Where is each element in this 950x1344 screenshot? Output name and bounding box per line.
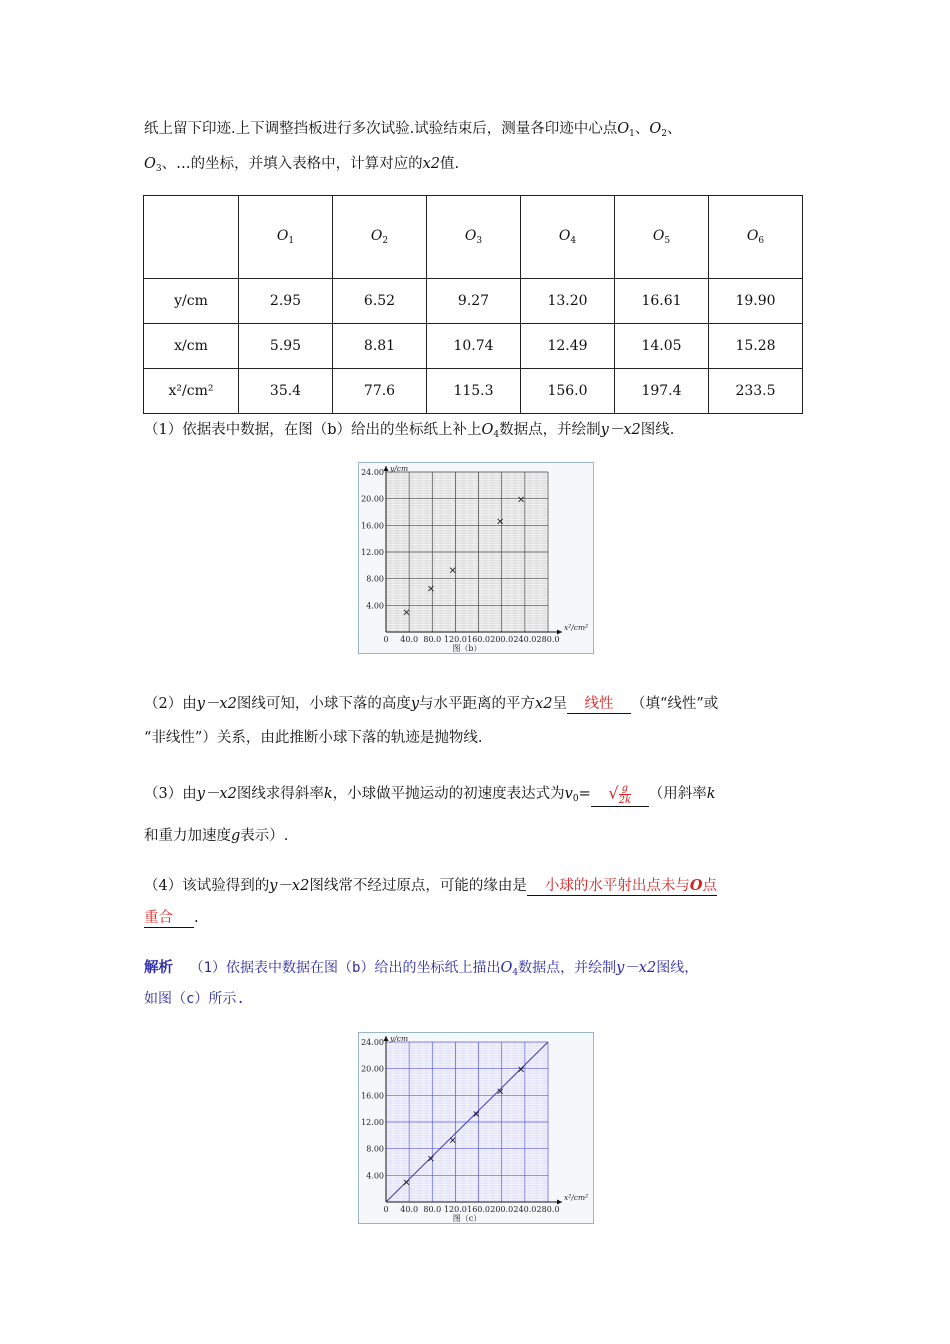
question-4-line-2: 重合 .: [144, 906, 199, 928]
analysis-label: 解析: [144, 960, 173, 976]
intro-line-1: 纸上留下印迹.上下调整挡板进行多次试验.试验结束后，测量各印迹中心点$O_1$、$O_2$、: [144, 121, 682, 139]
y-tick-label: 24.00: [361, 1038, 384, 1047]
x-tick-label: 80.0: [423, 1205, 442, 1214]
x-tick-label: 120.0: [443, 1205, 467, 1214]
question-3: （3）由y－x2图线求得斜率k，小球做平抛运动的初速度表达式为$v_0=$ √ $\frac{g}{2k}$ （用斜率k: [144, 782, 716, 806]
question-4: （4）该试验得到的y－x2图线常不经过原点，可能的缘由是 小球的水平射出点未与O点: [144, 874, 717, 896]
table-header-cell: $O_1$: [239, 196, 333, 279]
y-tick-label: 20.00: [361, 1064, 384, 1074]
table-cell: 16.61: [615, 279, 709, 324]
x-tick-label: 0: [383, 635, 389, 644]
chart-figure-b: [358, 462, 594, 654]
table-row: [144, 324, 803, 369]
table-row: [144, 369, 803, 414]
y-tick-label: 8.00: [366, 574, 384, 584]
answer-blank-2: 线性: [567, 692, 631, 714]
y-tick-label: 24.00: [361, 468, 384, 477]
x-tick-label: 160.0: [467, 1205, 491, 1214]
table-header-cell: $O_4$: [521, 196, 615, 279]
intro-line-2: $O_3$、…的坐标，并填入表格中，计算对应的x2值.: [144, 156, 460, 174]
table-header-row: [144, 196, 803, 279]
table-header-cell: $O_3$: [427, 196, 521, 279]
y-tick-label: 4.00: [366, 1171, 384, 1181]
table-header-cell: $O_6$: [709, 196, 803, 279]
x-tick-label: 240.0: [513, 1205, 537, 1214]
question-3-line-2: 和重力加速度g表示）.: [144, 828, 289, 844]
x-tick-label: 80.0: [423, 635, 442, 644]
chart-caption: 图（b）: [452, 644, 482, 653]
x-tick-label: 120.0: [443, 635, 467, 644]
y-tick-label: 16.00: [361, 1091, 384, 1101]
table-row-label: x²/cm²: [144, 369, 239, 414]
x-axis-label: x²/cm²: [564, 623, 589, 632]
question-2: （2）由y－x2图线可知，小球下落的高度y与水平距离的平方x2呈 线性 （填“线性”或: [144, 692, 718, 714]
y-axis-label: y/cm: [390, 464, 409, 473]
x-axis-label: x²/cm²: [564, 1193, 589, 1202]
table-cell: 35.4: [239, 369, 333, 414]
x-tick-label: 160.0: [467, 635, 491, 644]
table-header-cell: $O_2$: [333, 196, 427, 279]
x-tick-label: 200.0: [490, 1205, 514, 1214]
y-tick-label: 12.00: [361, 548, 384, 557]
x-tick-label: 40.0: [400, 635, 419, 644]
x-tick-label: 40.0: [400, 1205, 419, 1214]
y-tick-label: 12.00: [361, 1118, 384, 1127]
table-cell: 5.95: [239, 324, 333, 369]
table-cell: 15.28: [709, 324, 803, 369]
x-tick-label: 280.0: [536, 1205, 560, 1214]
y-tick-label: 8.00: [366, 1144, 384, 1154]
x-tick-label: 280.0: [536, 635, 560, 644]
y-tick-label: 16.00: [361, 521, 384, 531]
table-corner-cell: [144, 196, 239, 279]
table-row: [144, 279, 803, 324]
answer-blank-4: 小球的水平射出点未与O点: [527, 874, 717, 896]
table-cell: 77.6: [333, 369, 427, 414]
data-table: [143, 195, 803, 414]
table-cell: 2.95: [239, 279, 333, 324]
table-header-cell: $O_5$: [615, 196, 709, 279]
table-cell: 9.27: [427, 279, 521, 324]
x-tick-label: 0: [383, 1205, 389, 1214]
answer-blank-3: √ $\frac{g}{2k}$: [591, 783, 649, 807]
analysis-line-2: 如图（c）所示.: [144, 991, 245, 1007]
question-1: （1）依据表中数据，在图（b）给出的坐标纸上补上$O_4$数据点，并绘制y－x2图线.: [144, 422, 675, 440]
table-cell: 233.5: [709, 369, 803, 414]
table-cell: 19.90: [709, 279, 803, 324]
table-row-label: y/cm: [144, 279, 239, 324]
x-tick-label: 200.0: [490, 635, 514, 644]
chart-figure-c: [358, 1032, 594, 1224]
table-cell: 6.52: [333, 279, 427, 324]
answer-fraction: $\frac{g}{2k}$: [618, 782, 632, 806]
y-tick-label: 4.00: [366, 601, 384, 611]
y-tick-label: 20.00: [361, 494, 384, 504]
table-row-label: x/cm: [144, 324, 239, 369]
table-cell: 14.05: [615, 324, 709, 369]
chart-caption: 图（c）: [452, 1214, 482, 1223]
table-cell: 13.20: [521, 279, 615, 324]
x-tick-label: 240.0: [513, 635, 537, 644]
y-axis-label: y/cm: [390, 1034, 409, 1043]
question-2-line-2: “非线性”）关系，由此推断小球下落的轨迹是抛物线.: [144, 730, 483, 746]
table-cell: 12.49: [521, 324, 615, 369]
table-cell: 197.4: [615, 369, 709, 414]
table-cell: 115.3: [427, 369, 521, 414]
analysis-line-1: 解析 （1）依据表中数据在图（b）给出的坐标纸上描出$O_4$数据点，并绘制y－x2图线，: [144, 960, 699, 978]
table-cell: 156.0: [521, 369, 615, 414]
table-cell: 8.81: [333, 324, 427, 369]
table-cell: 10.74: [427, 324, 521, 369]
